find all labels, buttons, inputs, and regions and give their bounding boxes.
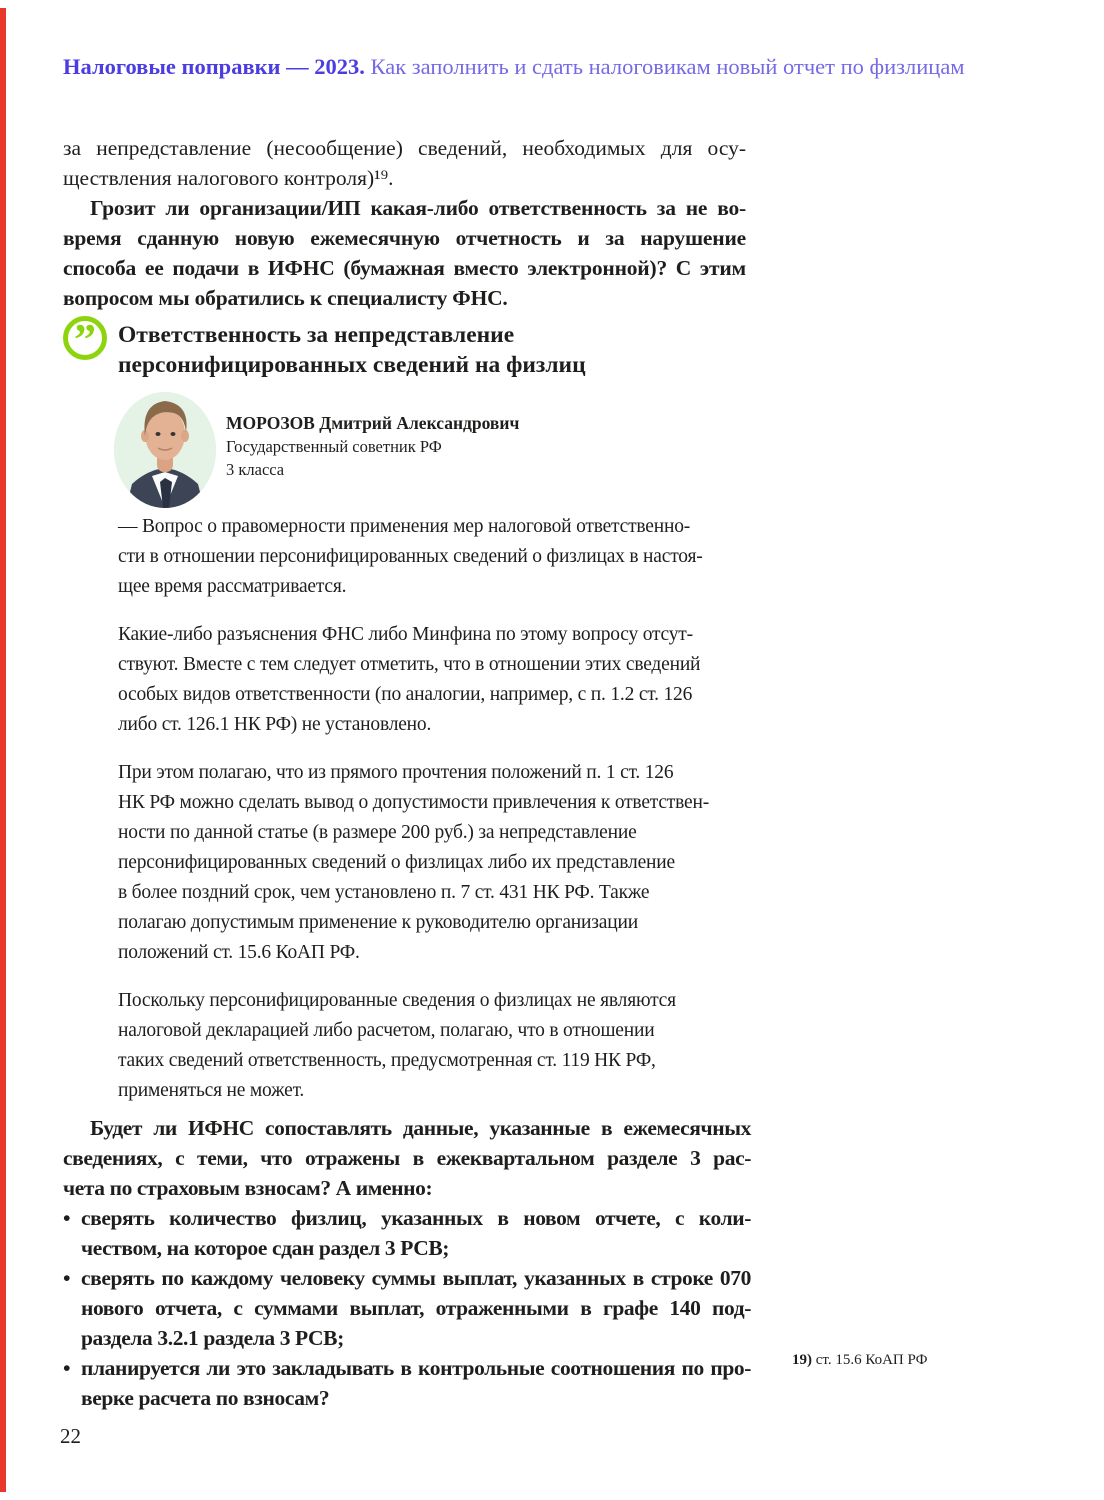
bullet-item [63,1203,751,1263]
quote-heading: Ответственность за непредставление персонифицированных сведений на физлиц [118,322,586,378]
bullet-text: сверять по каждому человеку суммы выплат, указанных в строке 070 нового отчета, с суммами выплат, отраженными в графе 140 под- раздела 3.2.1 раздела 3 РСВ; [81,1266,751,1350]
expert-name: МОРОЗОВ Дмитрий Александрович [226,413,520,433]
page-number: 22 [60,1424,81,1448]
quote-paragraph: Поскольку персонифицированные сведения о физлицах не являются налоговой декларацией либо расчетом, полагаю, что в отношении таких сведений ответственность, предусмотренная ст. 119 НК РФ, применяться не может. [118,990,676,1101]
bullet-text: планируется ли это закладывать в контрольные соотношения по про- верке расчета по взносам? [81,1356,751,1410]
quote-icon [63,315,107,364]
quote-paragraph: — Вопрос о правомерности применения мер налоговой ответственно- сти в отношении персонифицированных сведений о физлицах в настоя- щее время рассматривается. [118,516,703,597]
footnote-text: ст. 15.6 КоАП РФ [812,1352,928,1368]
bullet-marker: • [63,1356,71,1380]
question-paragraph-2: Будет ли ИФНС сопоставлять данные, указанные в ежемесячных сведениях, с теми, что отражены в ежеквартальном разделе 3 рас- чета по страховым взносам? А именно: [63,1116,751,1200]
quote-paragraph: Какие-либо разъяснения ФНС либо Минфина по этому вопросу отсут- ствуют. Вместе с тем следует отметить, что в отношении этих сведений особых видов ответственности (по аналогии, например, с п. 1.2 ст. 126 либо ст. 126.1 НК РФ) не установлено. [118,624,701,735]
footnote-marker: 19) [792,1352,812,1368]
running-head-subtitle: Как заполнить и сдать налоговикам новый отчет по физлицам [364,54,965,79]
bullet-marker: • [63,1266,71,1290]
left-accent-bar [0,8,6,1492]
intro-paragraph: за непредставление (несообщение) сведений, необходимых для осу- ществления налогового контроля)¹⁹. [63,136,746,190]
bullet-item [63,1263,751,1353]
quote-paragraph: При этом полагаю, что из прямого прочтения положений п. 1 ст. 126 НК РФ можно сделать вывод о допустимости привлечения к ответствен- ности по данной статье (в размере 200 руб.) за непредставление персонифицированных сведений о физлицах либо их представление в более поздний срок, чем установлено п. 7 ст. 431 НК РФ. Также полагаю допустимым применение к руководителю организации положений ст. 15.6 КоАП РФ. [118,762,709,963]
bullet-marker: • [63,1206,71,1230]
running-head-title: Налоговые поправки — 2023. [63,54,365,79]
quote-marks-glyph: ” [74,315,96,364]
footnote [792,1352,927,1369]
expert-info [226,411,519,481]
quote-body [118,512,748,1124]
expert-portrait-illustration [114,392,216,508]
question-paragraph-1: Грозит ли организации/ИП какая-либо ответственность за не во- время сданную новую ежемесячную отчетность и за нарушение способа ее подачи в ИФНС (бумажная вместо электронной)? С этим вопросом мы обратились к специалисту ФНС. [63,196,746,310]
bullet-list [63,1203,751,1413]
expert-photo [114,392,216,508]
expert-position: Государственный советник РФ 3 класса [226,437,442,479]
bullet-item [63,1353,751,1413]
running-head [63,54,1063,80]
bullet-text: сверять количество физлиц, указанных в новом отчете, с коли- чеством, на которое сдан раздел 3 РСВ; [81,1206,751,1260]
